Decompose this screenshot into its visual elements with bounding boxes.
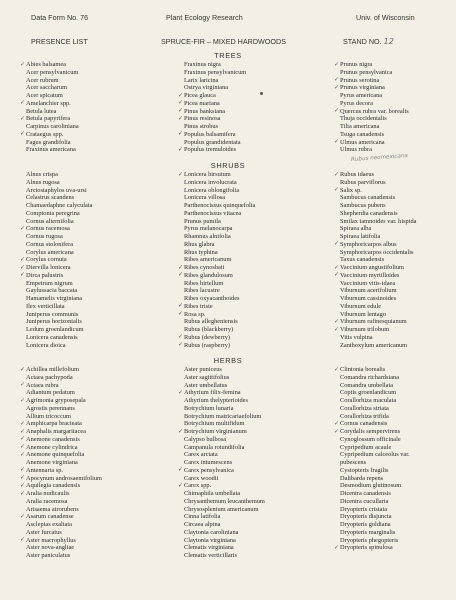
species-item: ✓ Ribes triste — [184, 303, 255, 311]
species-item: Viburnum cassinoides — [340, 295, 397, 302]
species-item: ✓ Populus tremuloides — [184, 146, 246, 154]
species-item: ✓ Carex spp. — [184, 482, 265, 490]
species-item: ✓ Athyrium filix-femina — [184, 389, 265, 397]
species-item: Alnus rugosa — [26, 178, 60, 186]
species-item: Viburnum acerifolium — [340, 287, 397, 295]
species-item: ✓ Anaphalis margaritacea — [26, 428, 102, 436]
species-item: Pyrus melanocarpa — [184, 225, 233, 233]
species-item: Acer saccharum — [26, 84, 68, 92]
species-item: ✓ Corydalis sempervirens — [340, 428, 410, 436]
species-item: Pyrus decora — [340, 99, 373, 107]
species-item: ✓ Cornus canadensis — [340, 420, 410, 428]
species-item: Spiraea alba — [340, 225, 372, 233]
species-item: ✓ Dryopteris spinulosa — [340, 544, 410, 552]
species-item: Celastrus scandens — [26, 194, 75, 202]
trees-column-1 — [26, 61, 79, 154]
species-item: ✓ Vaccinium myrtilloides — [340, 272, 416, 280]
species-item: Rhus typhina — [184, 248, 218, 256]
species-item: Fraxinus americana — [26, 146, 76, 154]
species-item: Thuja occidentalis — [340, 115, 387, 123]
species-item: ✓ Rubus (dewberry) — [184, 334, 255, 342]
species-item: ✓ Betula papyrifera — [26, 115, 79, 123]
species-item: Prunus pensylvanica — [340, 68, 393, 76]
species-item: Cornus stolonifera — [26, 240, 74, 248]
species-item: ✓ Asarum canadense — [26, 513, 102, 521]
species-item: Dryopteris goldiana — [340, 521, 391, 528]
species-item: Hamamelis virginiana — [26, 295, 83, 302]
species-item: ✓ Anemone canadensis — [26, 436, 102, 444]
community-title: SPRUCE-FIR – MIXED HARDWOODS — [161, 37, 286, 46]
species-item: Desmodium glutinosum — [340, 482, 402, 490]
species-item: ✓ Achillea millefolium — [26, 366, 102, 374]
species-item: Cornus rugosa — [26, 233, 63, 240]
species-item: Comandra umbellata — [340, 381, 394, 389]
trees-column-2 — [184, 61, 246, 154]
species-item: ✓ Rubus idaeus — [340, 171, 416, 179]
shrubs-heading: SHRUBS — [210, 161, 246, 170]
stand-number-label — [343, 37, 394, 46]
trees-heading: TREES — [214, 51, 242, 60]
species-item: Campanula rotundifolia — [184, 443, 245, 451]
species-item: Claytonia virginiana — [184, 536, 236, 544]
species-item: Acer rubrum — [26, 76, 59, 84]
species-item: Actaea pachypoda — [26, 373, 73, 381]
species-item: Viburnum edule — [340, 302, 382, 310]
species-item: Cinna latifolia — [184, 513, 221, 521]
species-item: Lonicera villosa — [184, 194, 226, 202]
species-item: Sambucus canadensis — [340, 194, 396, 202]
species-item: Larix laricina — [184, 76, 219, 84]
species-item: Ribes americanum — [184, 256, 232, 264]
species-item: Smilax tamnoides var. hispida — [340, 217, 417, 225]
species-item: Circaea alpina — [184, 521, 221, 528]
species-item: ✓ Diervilla lonicera — [26, 264, 92, 272]
species-item: ✓ Amphicarpa bracteata — [26, 420, 102, 428]
species-item: Corallorhiza striata — [340, 404, 389, 412]
species-item: Vitis vulpina — [340, 333, 373, 341]
species-item: Vaccinium vitis-idaea — [340, 279, 396, 287]
species-item: ✓ Viburnum rafinesquianum — [340, 318, 416, 326]
species-item: Ostrya virginiana — [184, 84, 229, 92]
species-item: Dryopteris marginalis — [340, 528, 396, 536]
species-item: Aster furcatus — [26, 528, 62, 536]
species-item: Aster umbellatus — [184, 381, 228, 389]
species-item: Taxus canadensis — [340, 256, 385, 264]
species-item: Cornus alternifolia — [26, 217, 74, 225]
species-item: Dryopteris disjuncta — [340, 513, 392, 521]
species-item: Arisaema atrorubens — [26, 505, 79, 513]
trees-column-3 — [340, 61, 409, 154]
species-item: ✓ Ribes cynosbati — [184, 264, 255, 272]
species-item: ✓ Crataegus spp. — [26, 131, 79, 139]
species-item: Corallorhiza maculata — [340, 397, 397, 404]
species-item: Dicentra canadensis — [340, 490, 391, 497]
species-item: Cynoglossum officinale — [340, 435, 401, 443]
species-item: Prunus pumila — [184, 217, 221, 225]
species-item: ✓ Aralia nudicaulis — [26, 490, 102, 498]
species-item: ✓ Pinus resinosa — [184, 115, 246, 123]
species-item: Comandra richardsiana — [340, 373, 400, 381]
species-item: Ilex verticillata — [26, 302, 65, 310]
herbs-column-2 — [184, 366, 265, 560]
species-item: Spiraea latifolia — [340, 233, 381, 240]
species-item: Dicentra cucullaria — [340, 497, 389, 505]
species-item: Shepherdia canadensis — [340, 209, 398, 217]
species-item: Comptonia peregrina — [26, 209, 80, 217]
species-item: Fraxinus nigra — [184, 61, 221, 68]
species-item: Juniperus communis — [26, 310, 79, 318]
species-item: Ledum groenlandicum — [26, 326, 84, 333]
species-item: Juniperus horizontalis — [26, 318, 82, 326]
species-item: pubescens — [340, 459, 367, 466]
species-item: Botrychium matricariaefolium — [184, 412, 262, 420]
form-title: Plant Ecology Research — [166, 13, 243, 22]
species-item: Carpinus caroliniana — [26, 123, 79, 130]
species-item: Chamaedaphne calyculata — [26, 202, 93, 209]
species-item: Zanthoxylum americanum — [340, 341, 408, 349]
species-item: Clematis verticillaris — [184, 552, 238, 559]
species-item: ✓ Viburnum trilobum — [340, 326, 416, 334]
species-item: Corallorhiza trifida — [340, 412, 389, 420]
stand-label: STAND NO. — [343, 37, 382, 46]
species-item: ✓ Salix sp. — [340, 187, 416, 195]
species-item: ✓ Rosa sp. — [184, 311, 255, 319]
species-item: ✓ Abies balsamea — [26, 61, 79, 69]
herbs-column-1 — [26, 366, 102, 560]
species-item: Ribes hirtellum — [184, 279, 224, 287]
species-item: Lonicera canadensis — [26, 333, 78, 341]
species-item: Clematis virginiana — [184, 544, 234, 552]
shrubs-column-2 — [184, 171, 255, 349]
handwritten-note: Rubus neomexicana — [350, 153, 409, 163]
species-item: Lonicera dioica — [26, 341, 66, 349]
species-item: Symphoricarpos occidentalis — [340, 248, 414, 256]
species-item: ✓ Actaea rubra — [26, 382, 102, 390]
species-item: Lonicera involucrata — [184, 178, 237, 186]
species-item: Botrychium lunaria — [184, 404, 234, 412]
species-item: Ribes lacustre — [184, 287, 220, 295]
species-item: Chrysanthemum leucanthemum — [184, 497, 265, 505]
species-item: Cypripedium calceolus var. — [340, 451, 410, 459]
species-item: ✓ Ulmus americana — [340, 139, 409, 147]
species-item: ✓ Ribes glandulosum — [184, 272, 255, 280]
species-item: Viburnum lentago — [340, 310, 386, 318]
species-item: Gaylussacia baccata — [26, 287, 78, 295]
species-item: ✓ Dirca palustris — [26, 272, 92, 280]
species-item: ✓ Clintonia borealis — [340, 366, 410, 374]
species-item: Adiantum pedatum — [26, 389, 75, 397]
species-item: Lonicera oblongifolia — [184, 186, 240, 194]
species-item: ✓ Lonicera hirsutum — [184, 171, 255, 179]
species-item: Aster puniceus — [184, 366, 222, 373]
species-item: Chimaphila umbellata — [184, 490, 241, 497]
species-item: Sambucus pubens — [340, 202, 386, 209]
species-item: Claytonia caroliniana — [184, 528, 239, 536]
species-item: ✓ Botrychium virginianum — [184, 428, 265, 436]
species-item: Alnus crispa — [26, 171, 58, 178]
species-item: Dalibarda repens — [340, 474, 384, 482]
species-item: ✓ Prunus serotina — [340, 77, 409, 85]
species-item: Acer spicatum — [26, 92, 63, 99]
species-item: Betula lutea — [26, 107, 57, 115]
species-item: Arctostaphylos uva-ursi — [26, 186, 87, 194]
species-item: ✓ Picea glauca — [184, 92, 246, 100]
species-item: Anemone virginiana — [26, 459, 78, 466]
species-item: ✓ Aster macrophyllus — [26, 537, 102, 545]
species-item: Asclepias exaltata — [26, 521, 72, 528]
species-item: ✓ Pinus banksiana — [184, 108, 246, 116]
species-item: Ulmus rubra — [340, 146, 372, 154]
species-item: ✓ Antennaria sp. — [26, 467, 102, 475]
species-item: Corylus americana — [26, 248, 74, 256]
species-item: ✓ Symphoricarpos albus — [340, 241, 416, 249]
species-item: ✓ Cornus racemosa — [26, 225, 92, 233]
list-title: PRESENCE LIST — [31, 37, 88, 46]
species-item: ✓ Picea mariana — [184, 100, 246, 108]
species-item: Acer pensylvanicum — [26, 68, 79, 76]
species-item: Rhamnus alnifolia — [184, 233, 231, 240]
species-item: Populus grandidentata — [184, 138, 241, 146]
species-item: Ribes oxyacanthoides — [184, 295, 240, 302]
species-item: ✓ Rubus (raspberry) — [184, 342, 255, 350]
stand-number-value: 12 — [383, 37, 394, 46]
species-item: ✓ Populus balsamifera — [184, 131, 246, 139]
species-item: Aralia racemosa — [26, 497, 68, 505]
university-name: Univ. of Wisconsin — [356, 13, 415, 22]
species-item: Aster sagittifolius — [184, 373, 230, 381]
species-item: ✓ Vaccinium angustifolium — [340, 264, 416, 272]
species-item: Rubus parviflorus — [340, 178, 386, 186]
species-item: ✓ Quercus rubra var. borealis — [340, 108, 409, 116]
species-item: ✓ Prunus virginiana — [340, 84, 409, 92]
herbs-heading: HERBS — [213, 356, 243, 365]
species-item: ✓ Apocynum androsaemifolium — [26, 475, 102, 483]
species-item: Dryopteris phegopteris — [340, 536, 399, 544]
species-item: Empetrum nigrum — [26, 279, 73, 287]
form-number: Data Form No. 76 — [31, 13, 89, 22]
species-item: Dryopteris cristata — [340, 505, 388, 513]
species-item: Allium tricoccum — [26, 412, 71, 420]
species-item: Calypso bulbosa — [184, 435, 227, 443]
species-item: ✓ Anemone quinquefolia — [26, 451, 102, 459]
species-item: Rubus allegheniensis — [184, 318, 238, 326]
species-item: Aster nova-angliae — [26, 544, 75, 552]
species-item: Pinus strobus — [184, 123, 219, 130]
species-item: Cystopteris fragilis — [340, 466, 389, 474]
species-item: Aster paniculatus — [26, 552, 71, 559]
species-item: ✓ Carex pensylvanica — [184, 467, 265, 475]
species-item: Botrychium multifidum — [184, 420, 245, 428]
species-item: ✓ Corylus cornuta — [26, 256, 92, 264]
species-item: ✓ Prunus nigra — [340, 61, 409, 69]
species-item: Pyrus americana — [340, 92, 383, 99]
species-item: Parthenocissus quinquefolia — [184, 202, 256, 209]
species-item: ✓ Anemone cylindrica — [26, 444, 102, 452]
species-item: Agrostis perennans — [26, 404, 75, 412]
species-item: Athyrium thelypterioides — [184, 397, 248, 404]
species-item: Tilia americana — [340, 123, 380, 130]
species-item: Fraxinus pensylvanicum — [184, 68, 247, 76]
species-item: ✓ Aquilegia canadensis — [26, 482, 102, 490]
species-item: Carex arctata — [184, 451, 218, 459]
shrubs-column-3 — [340, 171, 416, 349]
species-item: Rubus (blackberry) — [184, 326, 234, 333]
species-item: Tsuga canadensis — [340, 130, 385, 138]
herbs-column-3 — [340, 366, 410, 552]
species-item: Parthenocissus vitacea — [184, 209, 242, 217]
species-item: ✓ Agrimonia gryposepala — [26, 397, 102, 405]
species-item: Cypripedium acaule — [340, 443, 392, 451]
species-item: Carex intumescens — [184, 459, 233, 466]
species-item: Fagus grandifolia — [26, 138, 71, 146]
species-item: Chrysosplenium americanum — [184, 505, 259, 513]
shrubs-column-1 — [26, 171, 92, 349]
species-item: ✓ Amelanchier spp. — [26, 100, 79, 108]
species-item: Coptis groenlandicum — [340, 389, 397, 397]
ink-dot — [260, 92, 263, 95]
species-item: Rhus glabra — [184, 240, 215, 248]
species-item: Carex woodii — [184, 474, 219, 482]
